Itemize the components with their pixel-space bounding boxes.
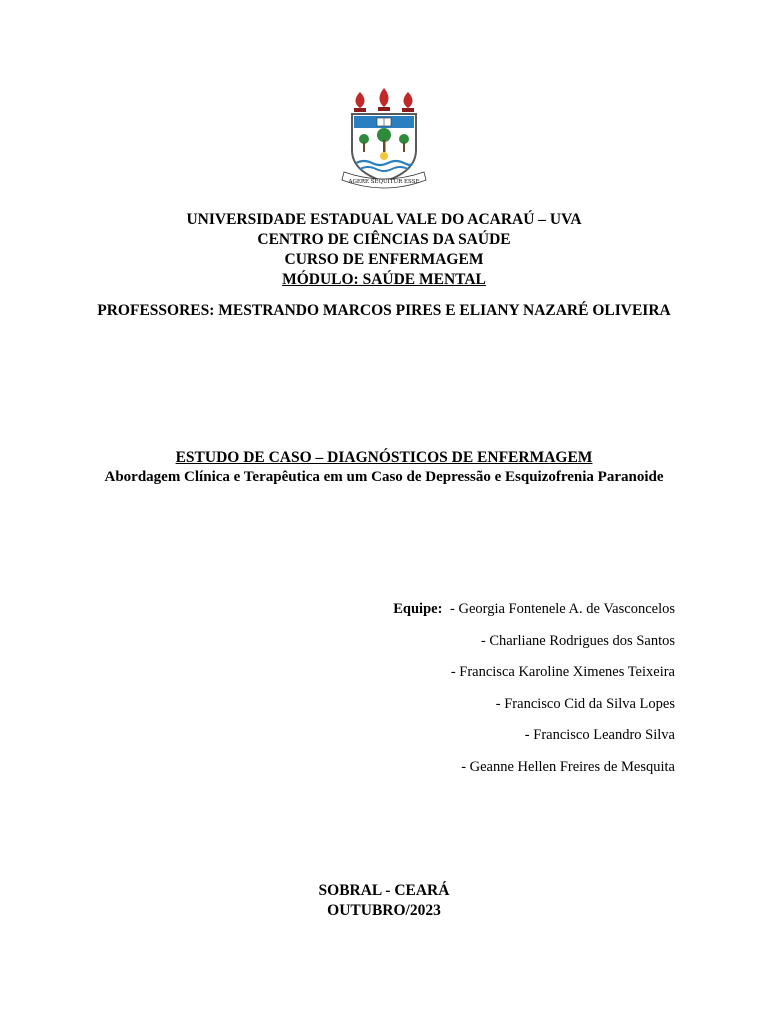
course-name: CURSO DE ENFERMAGEM xyxy=(284,251,484,268)
team-member xyxy=(393,756,675,788)
team-member-name: - Georgia Fontenele A. de Vasconcelos xyxy=(450,601,675,617)
team-member-name: - Charliane Rodrigues dos Santos xyxy=(480,632,675,649)
module-name: MÓDULO: SAÚDE MENTAL xyxy=(282,271,486,288)
team-member-name: - Francisca Karoline Ximenes Teixeira xyxy=(450,664,675,680)
university-name: UNIVERSIDADE ESTADUAL VALE DO ACARAÚ – UVA xyxy=(186,211,582,228)
university-crest-logo xyxy=(340,84,428,194)
team-member xyxy=(393,630,675,662)
institution-header xyxy=(0,210,768,290)
team-member-name: - Geanne Hellen Freires de Mesquita xyxy=(461,758,675,775)
study-title: ESTUDO DE CASO – DIAGNÓSTICOS DE ENFERMAGEM xyxy=(175,449,593,466)
document-date: OUTUBRO/2023 xyxy=(327,902,441,919)
torch-flames xyxy=(354,88,414,112)
team-label: Equipe: xyxy=(393,601,443,617)
team-list xyxy=(393,598,675,787)
team-member xyxy=(393,693,675,725)
professors-line: PROFESSORES: MESTRANDO MARCOS PIRES E ELIANY NAZARÉ OLIVEIRA xyxy=(97,302,671,319)
team-member xyxy=(393,661,675,693)
city-state: SOBRAL - CEARÁ xyxy=(318,882,450,899)
study-subtitle: Abordagem Clínica e Terapêutica em um Caso de Depressão e Esquizofrenia Paranoide xyxy=(104,469,664,485)
center-name: CENTRO DE CIÊNCIAS DA SAÚDE xyxy=(257,231,511,248)
svg-text:AGERE SEQUITUR ESSE: AGERE SEQUITUR ESSE xyxy=(348,179,420,185)
team-member xyxy=(393,598,675,630)
team-member-name: - Francisco Leandro Silva xyxy=(524,727,675,743)
team-member-name: - Francisco Cid da Silva Lopes xyxy=(495,695,675,712)
document-footer xyxy=(0,881,768,921)
team-member xyxy=(393,724,675,756)
